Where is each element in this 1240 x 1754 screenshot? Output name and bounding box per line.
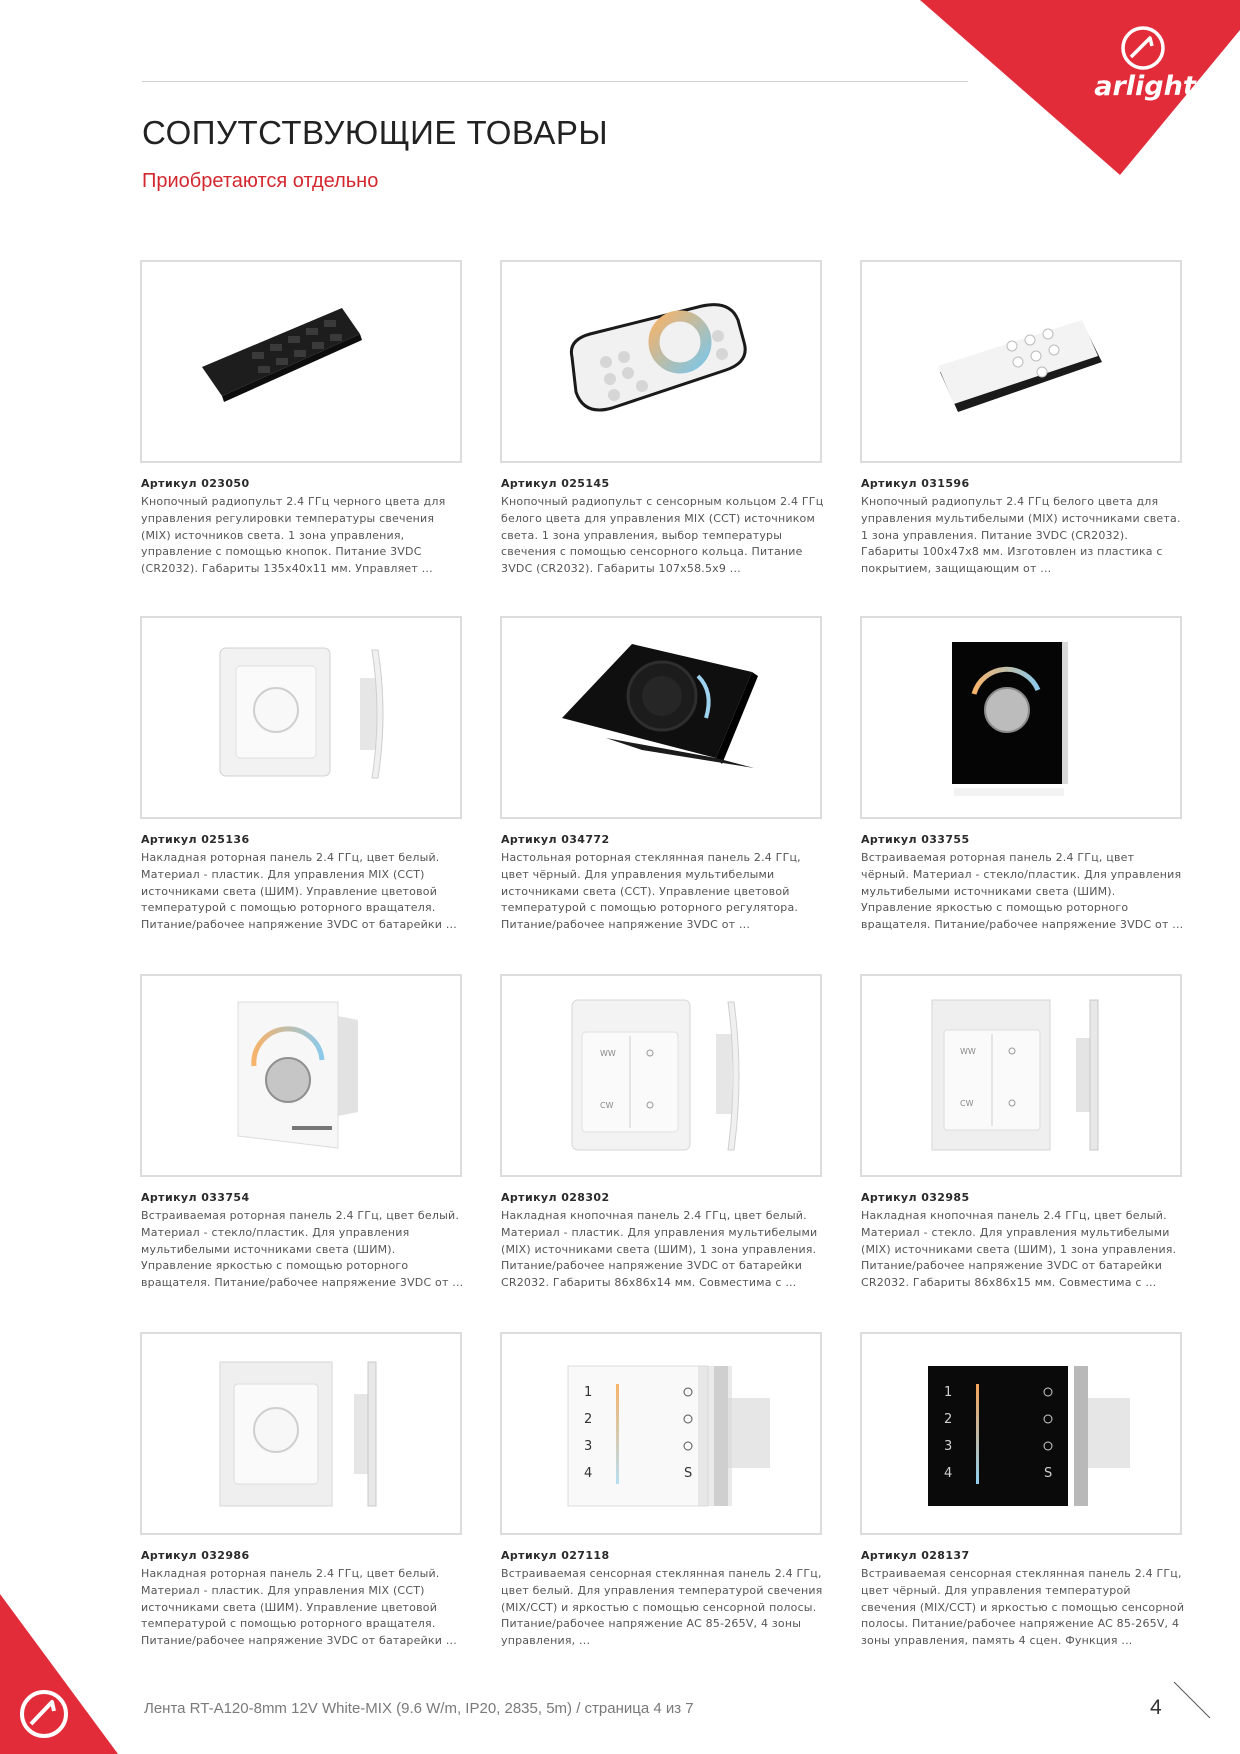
page-title: СОПУТСТВУЮЩИЕ ТОВАРЫ — [142, 114, 609, 151]
zone-1-label: 1 — [944, 1385, 953, 1400]
ww-label: WW — [600, 1049, 616, 1058]
product-description: Встраиваемая роторная панель 2.4 ГГц, цвет чёрный. Материал - стекло/пластик. Для управления мультибелыми источниками света (ШИМ). Управление яркостью с помощью роторного вращателя. Питание/рабочее напряжение 3VDC от ... — [861, 851, 1184, 932]
rotary-panel-glass-white-icon — [142, 976, 460, 1175]
scene-label: S — [1044, 1466, 1053, 1481]
product-card[interactable] — [860, 1332, 1185, 1652]
product-card[interactable] — [140, 974, 462, 1294]
product-sku: Артикул 027118 — [501, 1549, 610, 1562]
button-panel-white-icon — [502, 976, 820, 1175]
product-card[interactable] — [140, 1332, 462, 1652]
page-corner-slash — [1172, 1680, 1212, 1720]
products-grid — [140, 260, 1185, 1648]
product-description: Накладная роторная панель 2.4 ГГц, цвет белый. Материал - пластик. Для управления MIX (CCT) источниками света (ШИМ). Управление цветовой температурой с помощью роторного вращателя. Питание/рабочее напряжение 3VDC от батарейки ... — [141, 851, 457, 932]
product-description: Настольная роторная стеклянная панель 2.4 ГГц, цвет чёрный. Для управления мультибелыми источниками света (CCT). Управление цветовой температурой с помощью роторного регулятора. Питание/рабочее напряжение 3VDC от ... — [501, 851, 801, 932]
product-card[interactable] — [860, 974, 1182, 1294]
product-description: Накладная кнопочная панель 2.4 ГГц, цвет белый. Материал - стекло. Для управления мультибелыми (MIX) источниками света (ШИМ), 1 зона управления. Питание/рабочее напряжение 3VDC от батарейки CR2032. Габариты 86х86х15 мм. Совместима с ... — [861, 1209, 1177, 1290]
zone-2-label: 2 — [944, 1412, 953, 1427]
product-card[interactable] — [860, 616, 1182, 936]
brand-corner-top-right — [920, 0, 1240, 180]
product-sku: Артикул 028137 — [861, 1549, 970, 1562]
product-card[interactable] — [500, 616, 822, 936]
remote-white-icon — [862, 262, 1180, 461]
product-description: Кнопочный радиопульт 2.4 ГГц белого цвета для управления мультибелыми (MIX) источниками света. 1 зона управления. Питание 3VDC (CR2032). Габариты 100х47х8 мм. Изготовлен из пластика с покрытием, защищающим от ... — [861, 495, 1181, 576]
rotary-panel-black-icon — [862, 618, 1180, 817]
product-sku: Артикул 034772 — [501, 833, 610, 846]
brand-corner-bottom-left — [0, 1594, 120, 1754]
product-card[interactable] — [140, 260, 462, 580]
product-sku: Артикул 032985 — [861, 1191, 970, 1204]
product-image — [500, 974, 822, 1177]
product-card[interactable] — [500, 974, 822, 1294]
product-card[interactable] — [140, 616, 462, 936]
footer-text: Лента RT-A120-8mm 12V White-MIX (9.6 W/m, IP20, 2835, 5m) / страница 4 из 7 — [144, 1700, 694, 1717]
product-image — [860, 616, 1182, 819]
zone-3-label: 3 — [944, 1439, 953, 1454]
product-description: Кнопочный радиопульт с сенсорным кольцом 2.4 ГГц белого цвета для управления MIX (CCT) источником света. 1 зона управления, выбор температуры свечения с помощью сенсорного кольца. Питание 3VDC (CR2032). Габариты 107х58.5х9 ... — [501, 495, 824, 576]
button-panel-glass-white-icon — [862, 976, 1180, 1175]
product-sku: Артикул 023050 — [141, 477, 250, 490]
touch-panel-white-icon — [502, 1334, 820, 1533]
product-image — [860, 260, 1182, 463]
table-rotary-panel-black-icon — [502, 618, 820, 817]
product-sku: Артикул 025136 — [141, 833, 250, 846]
product-description: Встраиваемая роторная панель 2.4 ГГц, цвет белый. Материал - стекло/пластик. Для управления мультибелыми источниками света (ШИМ). Управление яркостью с помощью роторного вращателя. Питание/рабочее напряжение 3VDC от ... — [141, 1209, 464, 1290]
remote-black-icon — [142, 262, 460, 461]
remote-touch-ring-icon — [502, 262, 820, 461]
ww-label: WW — [960, 1047, 976, 1056]
product-image — [140, 974, 462, 1177]
product-description: Накладная кнопочная панель 2.4 ГГц, цвет белый. Материал - пластик. Для управления мультибелыми (MIX) источниками света (ШИМ), 1 зона управления. Питание/рабочее напряжение 3VDC от батарейки CR2032. Габариты 86х86х14 мм. Совместима с ... — [501, 1209, 818, 1290]
product-image — [140, 1332, 462, 1535]
product-description: Встраиваемая сенсорная стеклянная панель 2.4 ГГц, цвет чёрный. Для управления температурой свечения (MIX/CCT) и яркостью с помощью сенсорной полосы. Питание/рабочее напряжение AC 85-265V, 4 зоны управления, память 4 сцен. Функция ... — [861, 1567, 1185, 1648]
product-description: Кнопочный радиопульт 2.4 ГГц черного цвета для управления регулировки температуры свечения (MIX) источников света. 1 зона управления, управление с помощью кнопок. Питание 3VDC (CR2032). Габариты 135х40х11 мм. Управляет ... — [141, 495, 446, 576]
zone-3-label: 3 — [584, 1439, 593, 1454]
cw-label: CW — [600, 1101, 614, 1110]
product-description: Накладная роторная панель 2.4 ГГц, цвет белый. Материал - пластик. Для управления MIX (CCT) источниками света (ШИМ). Управление цветовой температурой с помощью роторного вращателя. Питание/рабочее напряжение 3VDC от батарейки ... — [141, 1567, 457, 1648]
product-card[interactable] — [860, 260, 1182, 580]
rotary-panel-glass-white-icon — [142, 1334, 460, 1533]
product-image — [140, 616, 462, 819]
page-number: 4 — [1150, 1696, 1162, 1719]
rotary-panel-white-icon — [142, 618, 460, 817]
zone-1-label: 1 — [584, 1385, 593, 1400]
product-sku: Артикул 028302 — [501, 1191, 610, 1204]
product-card[interactable] — [500, 1332, 822, 1652]
product-image — [500, 260, 822, 463]
product-sku: Артикул 031596 — [861, 477, 970, 490]
product-sku: Артикул 033754 — [141, 1191, 250, 1204]
product-sku: Артикул 032986 — [141, 1549, 250, 1562]
zone-4-label: 4 — [584, 1466, 593, 1481]
zone-2-label: 2 — [584, 1412, 593, 1427]
product-image — [860, 974, 1182, 1177]
page-subtitle: Приобретаются отдельно — [142, 170, 379, 192]
touch-panel-black-icon — [862, 1334, 1180, 1533]
logo-text: arlight — [1094, 71, 1196, 102]
scene-label: S — [684, 1466, 693, 1481]
product-card[interactable] — [500, 260, 822, 580]
product-sku: Артикул 033755 — [861, 833, 970, 846]
zone-4-label: 4 — [944, 1466, 953, 1481]
cw-label: CW — [960, 1099, 974, 1108]
product-image — [500, 1332, 822, 1535]
product-image — [860, 1332, 1182, 1535]
product-image — [140, 260, 462, 463]
product-image — [500, 616, 822, 819]
product-description: Встраиваемая сенсорная стеклянная панель 2.4 ГГц, цвет белый. Для управления температурой свечения (MIX/CCT) и яркостью с помощью сенсорной полосы. Питание/рабочее напряжение AC 85-265V, 4 зоны управления, ... — [501, 1567, 823, 1648]
product-sku: Артикул 025145 — [501, 477, 610, 490]
header-divider — [142, 81, 968, 82]
